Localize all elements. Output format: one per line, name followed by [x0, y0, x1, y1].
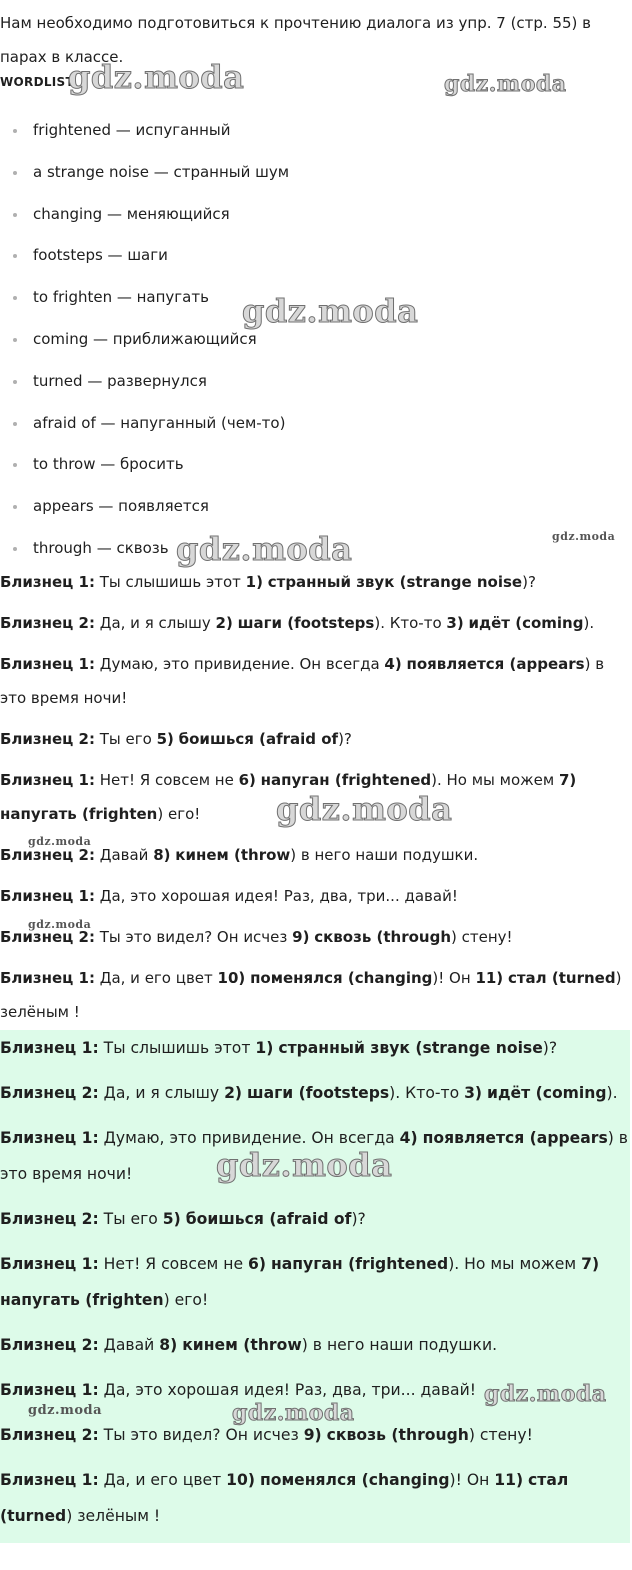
- dialog-bold-text: сквозь (through: [326, 1426, 469, 1444]
- wordlist-item: [0, 235, 630, 277]
- dialog-bold-text: 9): [303, 1426, 322, 1444]
- wordlist-item: [0, 277, 630, 319]
- dialog-bold-text: напуган (frightened: [270, 1255, 449, 1273]
- dialog-line: [0, 1075, 630, 1111]
- dialog-bold-text: странный звук (strange noise: [278, 1039, 543, 1057]
- watermark: gdz.moda: [232, 1400, 355, 1426]
- dialog-bold-text: Близнец 1:: [0, 1039, 99, 1057]
- dialog-text: Давай: [98, 1336, 160, 1354]
- watermark: gdz.moda: [444, 71, 567, 97]
- dialog-line: [0, 1246, 630, 1318]
- dialog-bold-text: Близнец 1:: [0, 655, 95, 673]
- dialog-bold-text: шаги (footsteps: [237, 614, 375, 632]
- wordlist-item-text: coming — приближающийся: [33, 329, 257, 348]
- dialog-bold-text: Близнец 2:: [0, 730, 95, 748]
- dialog-bold-text: 1): [255, 1039, 274, 1057]
- wordlist-heading: WORDLIST: [0, 75, 74, 89]
- wordlist-item-text: appears — появляется: [33, 497, 209, 516]
- dialog-bold-text: 10): [217, 969, 246, 987]
- dialog-bold-text: шаги (footsteps: [247, 1084, 390, 1102]
- dialog-bold-text: Близнец 1:: [0, 1471, 99, 1489]
- dialog-line: [0, 647, 630, 715]
- dialog-bold-text: боишься (afraid of: [185, 1210, 352, 1228]
- dialog-bold-text: 10): [226, 1471, 255, 1489]
- dialog-text: )?: [542, 1039, 558, 1057]
- dialog-bold-text: Близнец 2:: [0, 846, 95, 864]
- dialog-bold-text: стал (turned: [0, 1471, 569, 1525]
- dialog-bold-text: Близнец 1:: [0, 771, 95, 789]
- dialog-bold-text: стал (turned: [507, 969, 616, 987]
- dialog-text: )?: [351, 1210, 366, 1228]
- watermark: gdz.moda: [552, 530, 616, 543]
- wordlist-item: [0, 528, 630, 570]
- dialog-line: [0, 961, 630, 1029]
- dialog-bold-text: Близнец 1:: [0, 887, 95, 905]
- wordlist-item-text: a strange noise — странный шум: [33, 162, 290, 181]
- bullet-icon: [13, 129, 17, 133]
- dialog-bold-text: Близнец 2:: [0, 1426, 99, 1444]
- dialog-bold-text: Близнец 1:: [0, 1129, 99, 1147]
- dialog-bold-text: кинем (throw: [175, 846, 291, 864]
- wordlist-item: [0, 110, 630, 152]
- dialog-line: [0, 565, 630, 599]
- dialog-bold-text: Близнец 2:: [0, 1336, 99, 1354]
- dialog-bold-text: боишься (afraid of: [178, 730, 339, 748]
- dialog-line: [0, 1120, 630, 1192]
- dialog-text: )?: [522, 573, 536, 591]
- dialog-bold-text: странный звук (strange noise: [267, 573, 523, 591]
- dialog-text: ) его!: [157, 805, 201, 823]
- intro-text: Нам необходимо подготовиться к прочтению диалога из упр. 7 (стр. 55) в парах в классе.: [0, 14, 592, 66]
- dialog-bold-text: 2): [224, 1084, 243, 1102]
- wordlist-item: [0, 319, 630, 361]
- dialog-line: [0, 1417, 630, 1453]
- watermark: gdz.moda: [28, 918, 92, 931]
- dialog-text: )! Он: [449, 1471, 495, 1489]
- bullet-icon: [13, 380, 17, 384]
- dialog-bold-text: 11): [475, 969, 504, 987]
- dialog-text: Ты это видел? Он исчез: [94, 928, 293, 946]
- dialog-highlighted: [0, 1030, 630, 1543]
- dialog-text: Да, это хорошая идея! Раз, два, три... давай!: [94, 887, 458, 905]
- dialog-text: Думаю, это привидение. Он всегда: [94, 655, 385, 673]
- dialog-bold-text: 1): [245, 573, 263, 591]
- bullet-icon: [13, 171, 17, 175]
- bullet-icon: [13, 422, 17, 426]
- dialog-line: [0, 1327, 630, 1363]
- dialog-text: Ты слышишь этот: [98, 1039, 256, 1057]
- dialog-text: ) зелёным !: [66, 1507, 161, 1525]
- watermark: gdz.moda: [242, 292, 419, 330]
- dialog-bold-text: напугать (frighten: [0, 805, 158, 823]
- dialog-text: ). Кто-то: [389, 1084, 465, 1102]
- dialog-text: )! Он: [432, 969, 476, 987]
- dialog-text: Давай: [94, 846, 154, 864]
- watermark: gdz.moda: [68, 58, 245, 96]
- wordlist-item-text: afraid of — напуганный (чем-то): [33, 413, 286, 432]
- dialog-text: Да, и я слышу: [94, 614, 216, 632]
- dialog-bold-text: 4): [384, 655, 402, 673]
- dialog-bold-text: идёт (coming: [487, 1084, 607, 1102]
- wordlist-item: [0, 152, 630, 194]
- dialog-line: [0, 838, 630, 872]
- dialog-line: [0, 763, 630, 831]
- dialog-text: Ты это видел? Он исчез: [98, 1426, 304, 1444]
- dialog-text: ) зелёным !: [0, 969, 622, 1021]
- wordlist-item-text: frightened — испуганный: [33, 121, 231, 139]
- dialog-line: [0, 1462, 630, 1534]
- dialog-bold-text: 6): [238, 771, 256, 789]
- dialog-plain: [0, 565, 630, 1036]
- dialog-line: [0, 1030, 630, 1066]
- watermark: gdz.moda: [276, 790, 453, 828]
- dialog-bold-text: 7): [558, 771, 577, 789]
- wordlist-item-text: changing — меняющийся: [33, 204, 230, 223]
- dialog-bold-text: сквозь (through: [314, 928, 452, 946]
- dialog-text: ) его!: [163, 1291, 209, 1309]
- dialog-bold-text: поменялся (changing: [250, 969, 433, 987]
- wordlist-item: [0, 194, 630, 236]
- dialog-bold-text: поменялся (changing: [259, 1471, 450, 1489]
- bullet-icon: [13, 296, 17, 300]
- dialog-line: [0, 722, 630, 756]
- watermark: gdz.moda: [28, 1403, 103, 1418]
- dialog-line: [0, 1372, 630, 1408]
- dialog-bold-text: Близнец 1:: [0, 969, 95, 987]
- dialog-bold-text: кинем (throw: [182, 1336, 302, 1354]
- bullet-icon: [13, 463, 17, 467]
- dialog-bold-text: Близнец 1:: [0, 573, 95, 591]
- dialog-bold-text: 7): [581, 1255, 600, 1273]
- dialog-bold-text: 3): [446, 614, 464, 632]
- dialog-bold-text: идёт (coming: [468, 614, 584, 632]
- dialog-bold-text: 8): [159, 1336, 178, 1354]
- dialog-line: [0, 1201, 630, 1237]
- dialog-text: Да, и я слышу: [98, 1084, 225, 1102]
- watermark: gdz.moda: [28, 835, 92, 848]
- bullet-icon: [13, 547, 17, 551]
- dialog-bold-text: 4): [399, 1129, 418, 1147]
- dialog-text: Да, это хорошая идея! Раз, два, три... давай!: [98, 1381, 476, 1399]
- wordlist-item: [0, 444, 630, 486]
- dialog-text: ). Но мы можем: [431, 771, 559, 789]
- watermark: gdz.moda: [216, 1146, 393, 1184]
- dialog-bold-text: 2): [215, 614, 233, 632]
- dialog-bold-text: 11): [494, 1471, 524, 1489]
- dialog-text: Нет! Я совсем не: [98, 1255, 249, 1273]
- dialog-line: [0, 606, 630, 640]
- dialog-bold-text: появляется (appears: [406, 655, 585, 673]
- dialog-text: Ты слышишь этот: [94, 573, 246, 591]
- wordlist: [0, 110, 630, 570]
- dialog-text: ) в это время ночи!: [0, 1129, 628, 1183]
- dialog-bold-text: 6): [248, 1255, 267, 1273]
- wordlist-item: [0, 486, 630, 528]
- wordlist-item-text: turned — развернулся: [33, 371, 207, 390]
- dialog-text: ). Но мы можем: [448, 1255, 582, 1273]
- dialog-bold-text: 8): [153, 846, 171, 864]
- dialog-line: [0, 879, 630, 913]
- watermark: gdz.moda: [484, 1381, 607, 1407]
- bullet-icon: [13, 254, 17, 258]
- dialog-text: Ты его: [94, 730, 157, 748]
- dialog-text: ).: [606, 1084, 618, 1102]
- wordlist-item-text: footsteps — шаги: [33, 246, 168, 265]
- dialog-text: Нет! Я совсем не: [94, 771, 239, 789]
- dialog-line: [0, 920, 630, 954]
- dialog-text: ) стену!: [468, 1426, 533, 1444]
- dialog-bold-text: 3): [464, 1084, 483, 1102]
- dialog-bold-text: Близнец 1:: [0, 1381, 99, 1399]
- dialog-bold-text: Близнец 2:: [0, 1084, 99, 1102]
- dialog-text: Думаю, это привидение. Он всегда: [98, 1129, 400, 1147]
- dialog-bold-text: Близнец 1:: [0, 1255, 99, 1273]
- watermark: gdz.moda: [176, 530, 353, 568]
- wordlist-item-text: through — сквозь: [33, 538, 169, 557]
- dialog-bold-text: напугать (frighten: [0, 1291, 164, 1309]
- dialog-bold-text: 9): [292, 928, 310, 946]
- dialog-text: ).: [583, 614, 595, 632]
- bullet-icon: [13, 505, 17, 509]
- dialog-text: ) в него наши подушки.: [290, 846, 479, 864]
- dialog-bold-text: 5): [156, 730, 174, 748]
- dialog-bold-text: Близнец 2:: [0, 614, 95, 632]
- dialog-bold-text: напуган (frightened: [260, 771, 432, 789]
- wordlist-item-text: to frighten — напугать: [33, 288, 209, 307]
- wordlist-item: [0, 361, 630, 403]
- dialog-text: ) в это время ночи!: [0, 655, 605, 707]
- dialog-text: Да, и его цвет: [94, 969, 218, 987]
- dialog-text: )?: [338, 730, 352, 748]
- dialog-bold-text: Близнец 2:: [0, 1210, 99, 1228]
- bullet-icon: [13, 338, 17, 342]
- dialog-bold-text: Близнец 2:: [0, 928, 95, 946]
- dialog-text: ). Кто-то: [374, 614, 447, 632]
- dialog-text: Да, и его цвет: [98, 1471, 227, 1489]
- dialog-text: ) в него наши подушки.: [301, 1336, 498, 1354]
- wordlist-item-text: to throw — бросить: [33, 455, 184, 474]
- dialog-text: Ты его: [98, 1210, 163, 1228]
- dialog-bold-text: появляется (appears: [422, 1129, 608, 1147]
- wordlist-item: [0, 403, 630, 445]
- bullet-icon: [13, 213, 17, 217]
- dialog-text: ) стену!: [451, 928, 513, 946]
- dialog-bold-text: 5): [162, 1210, 181, 1228]
